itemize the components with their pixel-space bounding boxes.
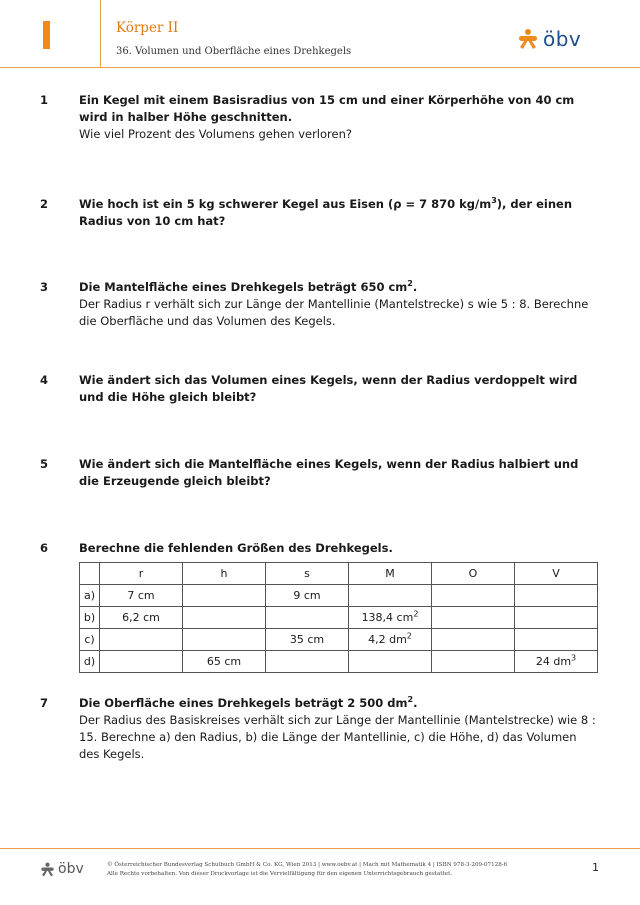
task-number: 6 [40, 541, 49, 555]
rights-line: Alle Rechte vorbehalten. Von dieser Druckvorlage ist die Vervielfältigung für den eigenen Unterrichtsgebrauch gestattet. [107, 871, 453, 877]
task-question [79, 196, 600, 230]
exponent: 3 [491, 196, 497, 206]
exponent: 2 [407, 695, 414, 705]
column-header: V [515, 563, 598, 585]
table-cell [432, 629, 515, 651]
cell-value: 35 cm [289, 633, 325, 646]
task-4 [40, 372, 600, 406]
table-row [80, 651, 598, 673]
question-text: Die Mantelfläche eines Drehkegels beträgt 650 cm [79, 280, 408, 294]
table-cell [266, 607, 349, 629]
table-cell [183, 629, 266, 651]
star-logo-icon [517, 28, 539, 50]
table-corner [80, 563, 100, 585]
question-text: Wie hoch ist ein 5 kg schwerer Kegel aus Eisen (ρ = 7 870 kg/m [79, 197, 492, 211]
column-header: M [349, 563, 432, 585]
logo-text: öbv [543, 27, 582, 51]
table-cell [100, 651, 183, 673]
task-instruction: Der Radius des Basiskreises verhält sich zur Länge der Mantellinie (Mantelstrecke) wie 8 : 15. Berechne a) den Radius, b) die Länge der Mantellinie, c) die Höhe, d) das Volumen des Kegels. [79, 713, 596, 761]
table-cell [183, 651, 266, 673]
unit-exponent: 2 [413, 609, 419, 619]
section-title: 36. Volumen und Oberfläche eines Drehkegels [116, 46, 352, 57]
question-text: . [413, 696, 418, 710]
table-cell [515, 585, 598, 607]
row-label: c) [80, 629, 100, 651]
table-cell [183, 607, 266, 629]
row-label: b) [80, 607, 100, 629]
task-question: Ein Kegel mit einem Basisradius von 15 cm und einer Körperhöhe von 40 cm wird in halber Höhe geschnitten. [79, 93, 575, 124]
header-divider [100, 0, 101, 67]
table-header-row [80, 563, 598, 585]
table-cell [349, 629, 432, 651]
column-header: h [183, 563, 266, 585]
row-label: a) [80, 585, 100, 607]
footer-logo-text: öbv [58, 861, 84, 877]
task-question: Wie ändert sich das Volumen eines Kegels, wenn der Radius verdoppelt wird und die Höhe gleich bleibt? [79, 373, 578, 404]
row-label: d) [80, 651, 100, 673]
publisher-logo [517, 27, 581, 51]
table-cell [266, 629, 349, 651]
footer-rule [0, 848, 640, 849]
table-cell [349, 651, 432, 673]
table-row [80, 607, 598, 629]
table-row [80, 585, 598, 607]
cell-value: 9 cm [293, 589, 321, 602]
task-1 [40, 92, 600, 143]
column-header: r [100, 563, 183, 585]
task-3 [40, 279, 600, 330]
table-cell [266, 585, 349, 607]
star-logo-icon [40, 862, 55, 877]
cell-value: 6,2 cm [122, 611, 160, 624]
task-2 [40, 196, 600, 230]
column-header: s [266, 563, 349, 585]
task-question: Wie ändert sich die Mantelfläche eines Kegels, wenn der Radius halbiert und die Erzeugende gleich bleibt? [79, 457, 579, 488]
table-cell [432, 585, 515, 607]
task-5 [40, 456, 600, 490]
column-header: O [432, 563, 515, 585]
copyright-notice [107, 861, 577, 879]
table-row [80, 629, 598, 651]
task-number: 7 [40, 696, 49, 710]
table-cell [432, 651, 515, 673]
header-rule [0, 67, 640, 68]
header-accent-bar [43, 21, 50, 49]
cone-values-table [79, 562, 598, 673]
table-cell [432, 607, 515, 629]
chapter-title: Körper II [116, 20, 179, 36]
table-cell [349, 585, 432, 607]
table-cell [266, 651, 349, 673]
task-number: 4 [40, 373, 49, 387]
question-text: . [412, 280, 418, 294]
footer-logo [40, 861, 84, 877]
task-instruction: Wie viel Prozent des Volumens gehen verloren? [79, 127, 352, 141]
unit-exponent: 2 [406, 631, 412, 641]
task-number: 1 [40, 93, 49, 107]
table-cell [100, 607, 183, 629]
task-question: Berechne die fehlenden Größen des Drehkegels. [79, 541, 393, 555]
task-6 [40, 540, 600, 557]
table-cell [100, 629, 183, 651]
cell-value: 4,2 dm [368, 633, 407, 646]
table-cell [100, 585, 183, 607]
table-cell [515, 607, 598, 629]
page-number: 1 [592, 861, 599, 874]
exponent: 2 [407, 279, 413, 289]
task-number: 5 [40, 457, 49, 471]
task-number: 2 [40, 197, 49, 211]
question-text: ), der einen Radius von 10 cm hat? [79, 197, 573, 228]
task-instruction: Der Radius r verhält sich zur Länge der Mantellinie (Mantelstrecke) s wie 5 : 8. Berechne die Oberfläche und das Volumen des Kegels. [79, 297, 589, 328]
cell-value: 138,4 cm [361, 611, 414, 624]
task-number: 3 [40, 280, 49, 294]
cell-value: 65 cm [206, 655, 242, 668]
task-7 [40, 695, 600, 763]
copyright-line: © Österreichischer Bundesverlag Schulbuch GmbH & Co. KG, Wien 2013 | www.oebv.at | Mach mit Mathematik 4 | ISBN 978-3-209-07128-6 [107, 862, 508, 868]
task-question [79, 279, 600, 296]
unit-exponent: 3 [571, 653, 577, 663]
task-question [79, 695, 600, 712]
cell-value: 7 cm [127, 589, 155, 602]
table-cell [183, 585, 266, 607]
question-text: Die Oberfläche eines Drehkegels beträgt 2 500 dm [79, 696, 408, 710]
table-cell [349, 607, 432, 629]
cell-value: 24 dm [535, 655, 572, 668]
table-cell [515, 629, 598, 651]
table-cell [515, 651, 598, 673]
